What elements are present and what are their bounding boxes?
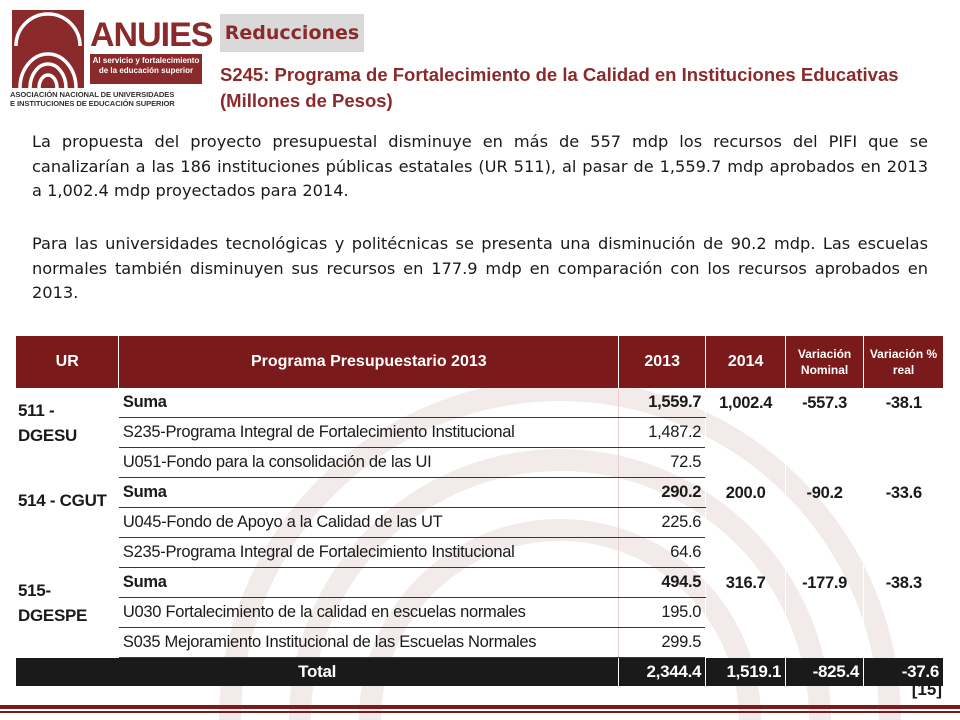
amount-2013-cell: 72.5 xyxy=(619,448,706,478)
table-row xyxy=(16,478,944,508)
variation-real-cell: -33.6 xyxy=(864,478,944,568)
program-cell: U051-Fondo para la consolidación de las UI xyxy=(119,448,619,478)
header-2014: 2014 xyxy=(706,336,786,388)
page-reference: [15] xyxy=(911,680,942,699)
amount-2013-cell: 64.6 xyxy=(619,538,706,568)
amount-2013-cell: 299.5 xyxy=(619,628,706,658)
total-variation-real: -37.6 xyxy=(864,658,944,687)
amount-2014-cell: 1,002.4 xyxy=(706,388,786,478)
total-2014: 1,519.1 xyxy=(706,658,786,687)
header-programa: Programa Presupuestario 2013 xyxy=(119,336,619,388)
amount-2013-cell: 195.0 xyxy=(619,598,706,628)
table-row xyxy=(16,568,944,598)
program-cell: S035 Mejoramiento Institucional de las Escuelas Normales xyxy=(119,628,619,658)
program-cell: S235-Programa Integral de Fortalecimiento Institucional xyxy=(119,538,619,568)
program-cell: Suma xyxy=(119,478,619,508)
program-cell: U030 Fortalecimiento de la calidad en escuelas normales xyxy=(119,598,619,628)
logo-organization xyxy=(10,90,210,108)
slide-title xyxy=(220,62,950,114)
amount-2013-cell: 494.5 xyxy=(619,568,706,598)
ur-cell: 515- DGESPE xyxy=(18,580,88,625)
header-2013: 2013 xyxy=(619,336,706,388)
footer-divider-thin xyxy=(0,711,960,713)
variation-real-cell: -38.3 xyxy=(864,568,944,658)
amount-2014-cell: 200.0 xyxy=(706,478,786,568)
program-cell: S235-Programa Integral de Fortalecimiento Institucional xyxy=(119,418,619,448)
amount-2013-cell: 225.6 xyxy=(619,508,706,538)
total-variation-nominal: -825.4 xyxy=(786,658,864,687)
section-tag: Reducciones xyxy=(220,14,364,52)
budget-table xyxy=(16,336,944,686)
logo-wordmark: ANUIES xyxy=(90,16,213,54)
amount-2013-cell: 290.2 xyxy=(619,478,706,508)
logo-org-line1: ASOCIACIÓN NACIONAL DE UNIVERSIDADES xyxy=(10,90,175,99)
variation-nominal-cell: -557.3 xyxy=(786,388,864,478)
title-line1: S245: Programa de Fortalecimiento de la Calidad en Instituciones Educativas xyxy=(220,64,899,85)
ur-cell: 514 - CGUT xyxy=(18,490,107,510)
header-variacion-real: Variación % real xyxy=(864,336,944,388)
anuies-logo xyxy=(10,8,213,110)
amount-2013-cell: 1,487.2 xyxy=(619,418,706,448)
header-ur: UR xyxy=(16,336,119,388)
table-total-row xyxy=(16,658,944,687)
variation-nominal-cell: -177.9 xyxy=(786,568,864,658)
title-line2: (Millones de Pesos) xyxy=(220,90,393,111)
paragraph-pifi: La propuesta del proyecto presupuestal disminuye en más de 557 mdp los recursos del PIFI que se canalizarían a las 186 instituciones públicas estatales (UR 511), al pasar de 1,559.7 mdp aprobados en 2013 a 1,002.4 mdp proyectados para 2014. xyxy=(32,132,928,200)
amount-2013-cell: 1,559.7 xyxy=(619,388,706,418)
logo-org-line2: E INSTITUCIONES DE EDUCACIÓN SUPERIOR xyxy=(10,99,175,108)
header-variacion-nominal: Variación Nominal xyxy=(786,336,864,388)
amount-2014-cell: 316.7 xyxy=(706,568,786,658)
paragraph-universidades: Para las universidades tecnológicas y politécnicas se presenta una disminución de 90.2 mdp. Las escuelas normales también disminuyen sus recursos en 177.9 mdp en comparación con los recursos aprobados en 2013. xyxy=(32,234,928,302)
variation-real-cell: -38.1 xyxy=(864,388,944,478)
ur-cell: 511 - DGESU xyxy=(18,401,77,445)
total-label: Total xyxy=(16,658,619,687)
logo-emblem-icon xyxy=(12,10,84,88)
footer-divider xyxy=(0,705,960,709)
program-cell: U045-Fondo de Apoyo a la Calidad de las UT xyxy=(119,508,619,538)
table-header-row xyxy=(16,336,944,388)
total-2013: 2,344.4 xyxy=(619,658,706,687)
program-cell: Suma xyxy=(119,568,619,598)
variation-nominal-cell: -90.2 xyxy=(786,478,864,568)
table-row xyxy=(16,388,944,418)
program-cell: Suma xyxy=(119,388,619,418)
logo-tagline: Al servicio y fortalecimiento de la educación superior xyxy=(90,54,202,84)
